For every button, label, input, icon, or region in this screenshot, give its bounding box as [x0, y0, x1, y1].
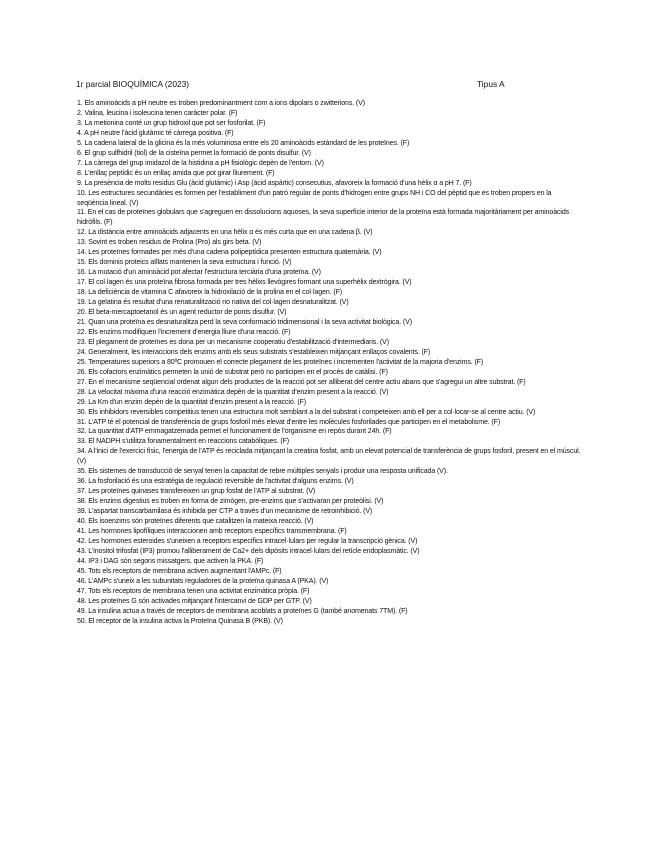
question-item: 1. Els aminoàcids a pH neutre es troben predominantment com a ions dipolars o zwitterions. (V): [77, 100, 365, 107]
question-item: 50. El receptor de la insulina activa la Proteïna Quinasa B (PKB). (V): [77, 617, 283, 625]
question-item: 46. L'AMPc s'uneix a les subunitats reguladores de la proteïna quinasa A (PKA). (V): [77, 577, 329, 585]
question-item: 49. La insulina actua a través de receptors de membrana acoblats a proteïnes G (també anomenats 7TM). (F): [77, 607, 408, 615]
question-item: 48. Les proteïnes G són activades mitjançant l'intercanvi de GDP per GTP. (V): [77, 597, 312, 605]
exam-type: Tipus A: [477, 79, 505, 89]
question-item: 39. L'aspartat transcarbamilasa és inhibida per CTP a través d'un mecanisme de retroinhibició. (V): [77, 508, 373, 516]
question-item: 31. L'ATP té el potencial de transferència de grups fosforil més elevat d'entre les molècules fosforilades que participen en el metabolisme. (F): [77, 418, 501, 426]
question-item: 36. La fosforilació és una estratègia de regulació reversible de l'activitat d'alguns enzims. (V): [77, 478, 354, 486]
question-item: 12. La distància entre aminoàcids adjacents en una hèlix α és més curta que en una cadena β. (V): [77, 229, 373, 237]
question-list: [77, 99, 582, 627]
question-item: 44. IP3 i DAG són segons missatgers, que activen la PKA. (F): [77, 557, 264, 565]
question-item: 22. Els enzims modifiquen l'increment d'energia lliure d'una reacció. (F): [77, 328, 291, 336]
question-item: 23. El plegament de proteïnes es dona per un mecanisme cooperatiu d'estabilització d'intermediaris. (V): [77, 338, 389, 346]
question-item: 15. Els dominis proteics aïllats mantenen la seva estructura i funció. (V): [77, 259, 292, 267]
exam-title: 1r parcial BIOQUÍMICA (2023): [76, 79, 190, 89]
question-item: 7. La càrrega del grup imidazol de la histidina a pH fisiològic depèn de l'entorn. (V): [77, 159, 324, 167]
question-item: 11. En el cas de proteïnes globulars que s'agreguen en dissolucions aquoses, la seva superfície interior de la proteïna està formada majoritàriament per aminoàcids hidròfils. (F): [77, 209, 570, 227]
question-item: 34. A l'inici de l'exercici físic, l'energia de l'ATP és reciclada mitjançant la creatina fosfat, amb un elevat potencial de transferència de grups fosforil, present en el múscul. (V): [77, 448, 581, 466]
question-item: 45. Tots els receptors de membrana activen augmentant l'AMPc. (F): [77, 567, 282, 575]
question-item: 13. Sovint es troben residus de Prolina (Pro) als girs beta. (V): [77, 239, 262, 247]
question-item: 26. Els cofactors enzimàtics permeten la unió de substrat però no participen en el procés de catàlisi. (F): [77, 368, 388, 376]
question-item: 19. La gelatina és resultat d'una renaturalització no nativa del col·lagen desnaturalitzat. (V): [77, 299, 349, 307]
question-item: 29. La Km d'un enzim depèn de la quantitat d'enzim present a la reacció. (F): [77, 398, 306, 406]
question-item: 32. La quantitat d'ATP emmagatzemada permet el funcionament de l'organisme en repòs durant 24h. (F): [77, 428, 392, 436]
question-item: 10. Les estructures secundàries es formen per l'establiment d'un patró regular de ponts d'hidrogen entre grups NH i CO del pèptid que es troben propers en la seqüència lineal. (V): [77, 189, 552, 207]
question-item: 42. Les hormones esteroides s'uneixen a receptors específics intracel·lulars per regular la transcripció gènica. (V): [77, 537, 418, 545]
question-item: 35. Els sistemes de transducció de senyal tenen la capacitat de rebre múltiples senyals i produir una resposta unificada (V).: [77, 468, 448, 476]
question-item: 24. Generalment, les interaccions dels enzims amb els seus substrats s'estableixen mitjançant enllaços covalents. (F): [77, 348, 431, 356]
question-item: 14. Les proteïnes formades per més d'una cadena polipeptídica presenten estructura quaternària. (V): [77, 249, 382, 257]
question-item: 25. Temperatures superiors a 80ºC promouen el correcte plegament de les proteïnes i incrementen l'activitat de la majoria d'enzims. (F): [77, 358, 484, 366]
question-item: 6. El grup sulfhidril (tiol) de la cisteïna permet la formació de ponts disulfur. (V): [77, 149, 311, 157]
question-item: 33. El NADPH s'utilitza fonamentalment en reaccions catabòliques. (F): [77, 438, 290, 446]
question-item: 37. Les proteïnes quinases transfereixen un grup fosfat de l'ATP al substrat. (V): [77, 488, 316, 496]
question-item: 27. En el mecanisme seqüencial ordenat algun dels productes de la reacció pot ser alliberat del centre actiu abans que s'agregui un altre substrat. (F): [77, 378, 526, 386]
question-item: 17. El col·lagen és una proteïna fibrosa formada per tres hèlixs llevògires formant una superhèlix dextrògira. (V): [77, 279, 412, 287]
question-item: 16. La mutació d'un aminoàcid pot afectar l'estructura terciària d'una proteïna. (V): [77, 269, 321, 277]
question-item: 2. Valina, leucina i isoleucina tenen caràcter polar. (F): [77, 109, 238, 117]
question-item: 28. La velocitat màxima d'una reacció enzimàtica depèn de la quantitat d'enzim present a la reacció. (V): [77, 388, 389, 396]
question-item: 4. A pH neutre l'àcid glutàmic té càrrega positiva. (F): [77, 129, 234, 137]
question-item: 5. La cadena lateral de la glicina és la més voluminosa entre els 20 aminoàcids estàndard de les proteïnes. (F): [77, 139, 410, 147]
question-item: 9. La presència de molts residus Glu (àcid glutàmic) i Asp (àcid aspàrtic) consecutius, afavoreix la formació d'una hèlix α a pH 7. (F): [77, 179, 472, 187]
question-item: 40. Els isoenzims són proteïnes diferents que catalitzen la mateixa reacció. (V): [77, 518, 314, 526]
question-item: 3. La metionina conté un grup hidroxil que pot ser fosforilat. (F): [77, 119, 266, 127]
question-item: 47. Tots els receptors de membrana tenen una activitat enzimàtica pròpia. (F): [77, 587, 310, 595]
question-item: 41. Les hormones lipofíliques interaccionen amb receptors específics transmembrana. (F): [77, 527, 347, 535]
question-item: 21. Quan una proteïna es desnaturalitza perd la seva conformació tridimensional i la seva activitat biològica. (V): [77, 318, 412, 326]
question-item: 38. Els enzims digestius es troben en forma de zimògen, pre-enzims que s'activaran per proteòlisi. (V): [77, 498, 384, 506]
question-item: 30. Els inhibidors reversibles competitius tenen una estructura molt semblant a la del substrat i competeixen amb ell per a col·locar-se al centre actiu. (V): [77, 408, 536, 416]
question-item: 43. L'inositol trifosfat (IP3) promou l'alliberament de Ca2+ dels dipòsits intracel·lulars del retícle endoplasmàtic. (V): [77, 547, 420, 555]
question-item: 20. El beta-mercaptoetanol és un agent reductor de ponts disulfur. (V): [77, 309, 287, 317]
exam-header: [76, 78, 505, 90]
question-item: 18. La deficiència de vitamina C afavoreix la hidroxilació de la prolina en el col·lagen. (F): [77, 289, 342, 297]
question-item: 8. L'enllaç peptídic és un enllaç amida que pot girar lliurement. (F): [77, 169, 275, 177]
